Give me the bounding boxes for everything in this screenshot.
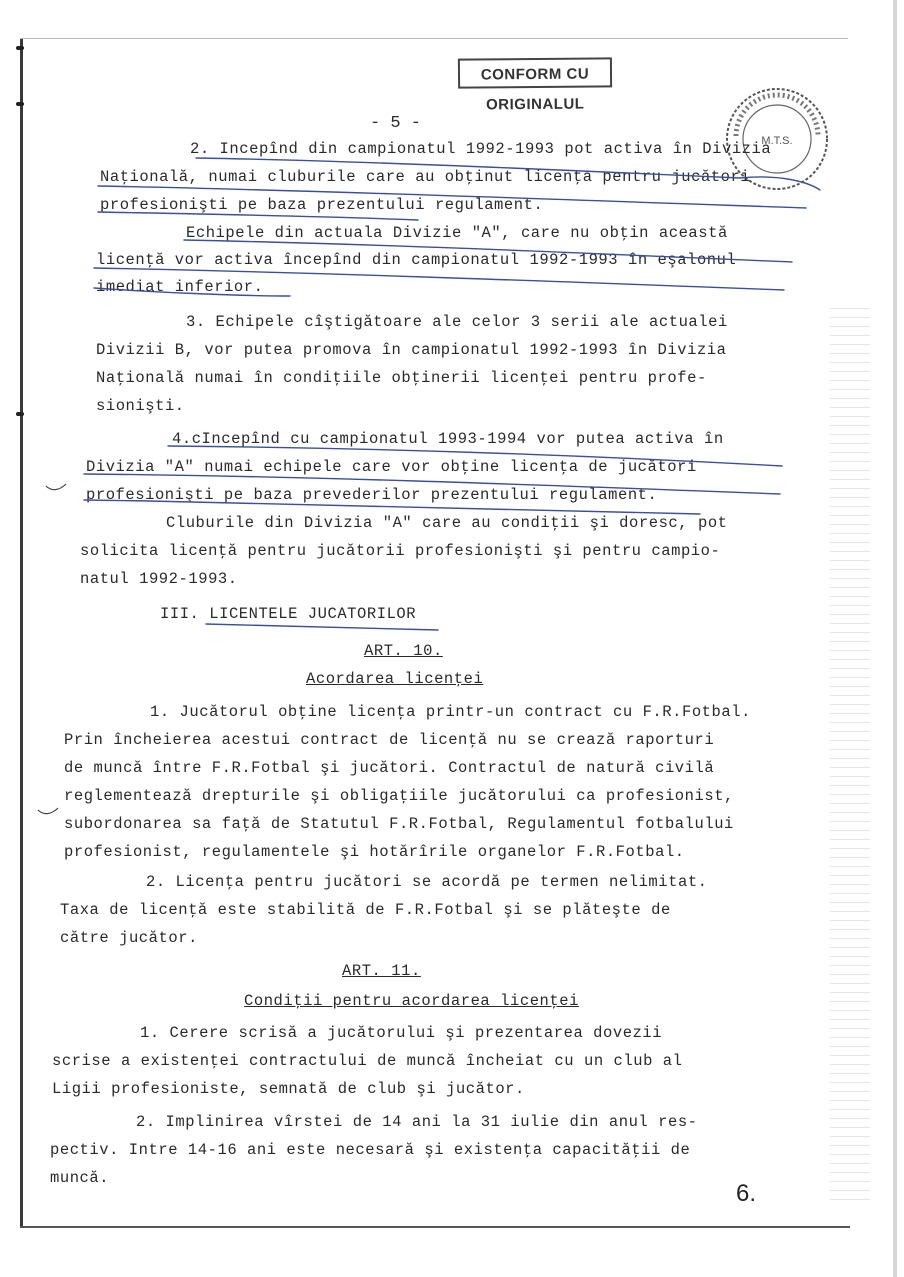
text-line: sionişti. [96,397,185,415]
page-edge-bottom [20,1226,850,1228]
text-line: Divizii B, vor putea promova în campionatul 1992-1993 în Divizia [96,341,727,359]
text-line: imediat inferior. [96,278,264,296]
text-line: reglementează drepturile şi obligaţiile jucătorului ca profesionist, [64,787,734,805]
text-line: Cluburile din Divizia "A" care au condiţii şi doresc, pot [166,514,728,532]
article-title: Condiţii pentru acordarea licenţei [244,992,579,1010]
margin-hatch [830,300,870,1200]
text-line: 3. Echipele cîştigătoare ale celor 3 serii ale actualei [186,313,728,331]
text-line: licenţă vor activa începînd din campionatul 1992-1993 în eşalonul [96,251,737,269]
page-number: - 5 - [370,114,422,133]
text-line: profesionişti pe baza prevederilor prezentului regulament. [86,486,658,504]
article-heading: ART. 11. [342,962,421,980]
text-line: pectiv. Intre 14-16 ani este necesară şi existenţa capacităţii de [50,1141,691,1159]
text-line: Echipele din actuala Divizie "A", care nu obţin această [186,224,728,242]
page-edge-right [893,0,897,1277]
text-line: muncă. [50,1169,110,1187]
binding-mark [16,412,24,416]
text-line: Ligii profesioniste, semnată de club şi jucător. [52,1080,525,1098]
text-line: către jucător. [60,929,198,947]
section-heading: III. LICENTELE JUCATORILOR [160,605,417,623]
handwritten-page-number: 6. [736,1180,757,1207]
text-line: profesionişti pe baza prezentului regulament. [100,196,544,214]
text-line: 2. Incepînd din campionatul 1992-1993 pot activa în Divizia [190,140,772,158]
conform-stamp: CONFORM CU ORIGINALUL [458,57,612,88]
text-line: solicita licenţă pentru jucătorii profesionişti şi pentru campio- [80,542,721,560]
text-line: natul 1992-1993. [80,570,238,588]
article-heading: ART. 10. [364,642,443,660]
text-line: profesionist, regulamentele şi hotărîrile organelor F.R.Fotbal. [64,843,685,861]
text-line: 1. Cerere scrisă a jucătorului şi prezentarea dovezii [140,1024,663,1042]
text-line: 2. Licenţa pentru jucători se acordă pe termen nelimitat. [146,873,708,891]
text-line: 1. Jucătorul obţine licenţa printr-un contract cu F.R.Fotbal. [150,703,751,721]
seal-inner-text: M.T.S. [761,135,793,147]
text-line: subordonarea sa faţă de Statutul F.R.Fotbal, Regulamentul fotbalului [64,815,734,833]
binding-mark [16,102,24,106]
text-line: Naţională, numai cluburile care au obţinut licenţa pentru jucători [100,168,751,186]
text-line: 4.cIncepînd cu campionatul 1993-1994 vor putea activa în [172,430,724,448]
text-line: Naţională numai în condiţiile obţinerii licenţei pentru profe- [96,369,707,387]
page-edge-left [20,38,23,1228]
text-line: Prin încheierea acestui contract de licenţă nu se crează raporturi [64,731,715,749]
text-line: scrise a existenţei contractului de muncă încheiat cu un club al [52,1052,683,1070]
page-edge-top [20,38,848,39]
binding-mark [16,46,24,50]
text-line: 2. Implinirea vîrstei de 14 ani la 31 iulie din anul res- [136,1113,698,1131]
article-title: Acordarea licenţei [306,670,484,688]
text-line: Divizia "A" numai echipele care vor obţine licenţa de jucători [86,458,697,476]
text-line: de muncă între F.R.Fotbal şi jucători. Contractul de natură civilă [64,759,715,777]
text-line: Taxa de licenţă este stabilită de F.R.Fotbal şi se plăteşte de [60,901,671,919]
